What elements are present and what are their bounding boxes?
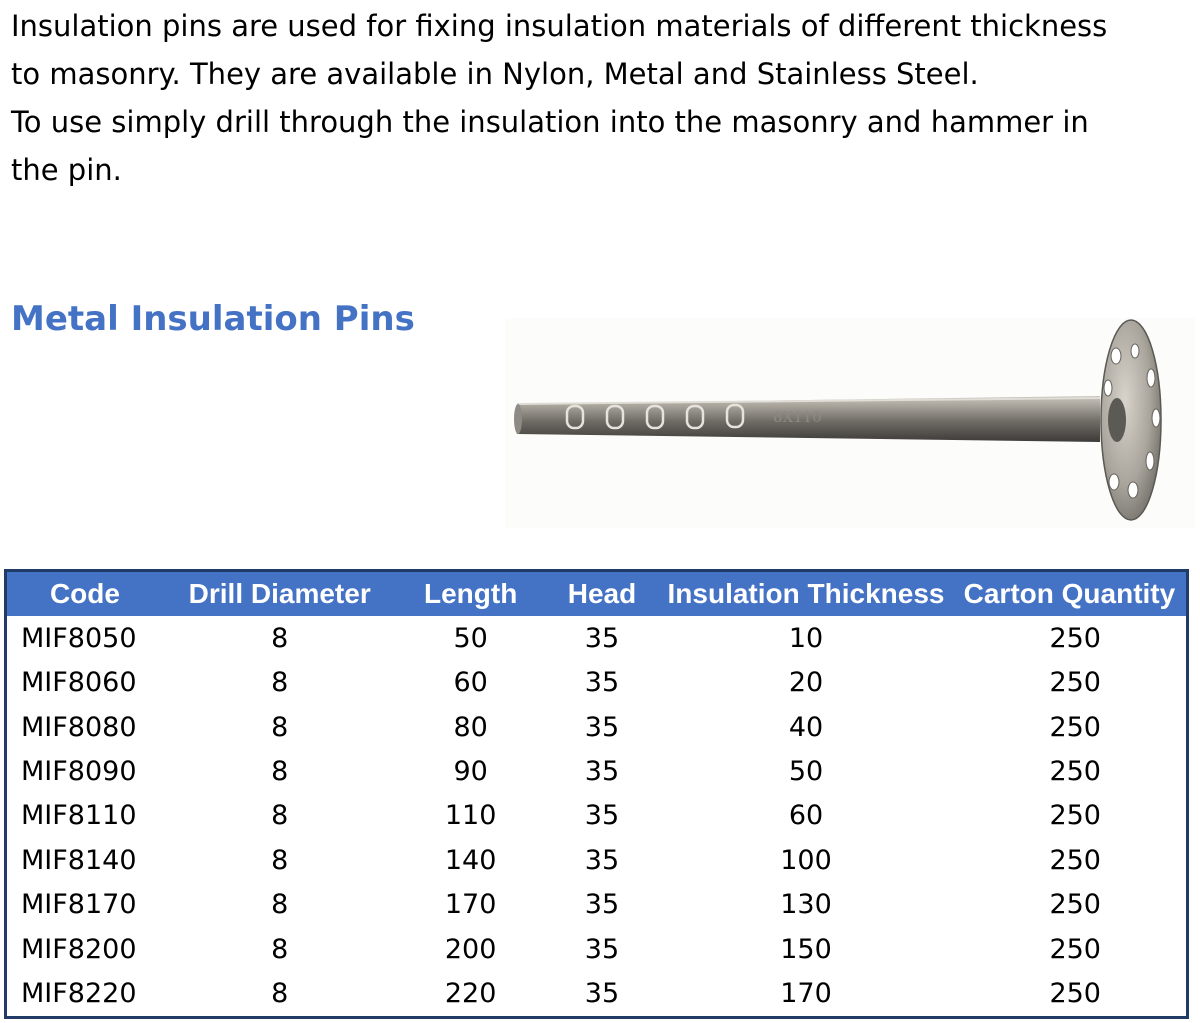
- cell-carton-quantity: 250: [1049, 622, 1101, 654]
- intro-paragraph-2: To use simply drill through the insulation into the masonry and hammer in the pin.: [11, 105, 1089, 187]
- cell-drill-diameter: 8: [271, 844, 289, 876]
- cell-drill-diameter: 8: [271, 800, 289, 832]
- cell-drill-diameter: 8: [271, 711, 289, 743]
- cell-head: 35: [584, 756, 620, 788]
- insulation-pin-image: [505, 318, 1195, 528]
- cell-head: 35: [584, 800, 620, 832]
- table-row: [6, 838, 1188, 882]
- cell-drill-diameter: 8: [271, 978, 289, 1010]
- cell-length: 90: [453, 756, 488, 788]
- header-carton-quantity: Carton Quantity: [953, 571, 1188, 617]
- cell-head: 35: [584, 844, 620, 876]
- section-title: Metal Insulation Pins: [11, 299, 415, 339]
- cell-carton-quantity: 250: [1049, 667, 1101, 699]
- cell-head: 35: [584, 711, 620, 743]
- intro-paragraph-1: Insulation pins are used for fixing insulation materials of different thickness to masonry. They are available in Nylon, Metal and Stainless Steel.: [11, 9, 1108, 91]
- cell-insulation-thickness: 60: [788, 800, 824, 832]
- cell-length: 60: [453, 667, 488, 699]
- cell-head: 35: [584, 889, 620, 921]
- spec-table: [4, 569, 1189, 1019]
- table-row: [6, 660, 1188, 704]
- cell-length: 140: [444, 844, 497, 876]
- cell-insulation-thickness: 20: [788, 667, 824, 699]
- cell-length: 80: [453, 711, 488, 743]
- cell-length: 50: [453, 622, 488, 654]
- table-row: [6, 749, 1188, 793]
- table-row: [6, 972, 1188, 1018]
- table-row: [6, 616, 1188, 660]
- cell-code: MIF8090: [21, 756, 137, 788]
- cell-drill-diameter: 8: [271, 622, 289, 654]
- cell-code: MIF8220: [21, 978, 137, 1010]
- cell-code: MIF8050: [21, 622, 137, 654]
- cell-length: 110: [444, 800, 497, 832]
- intro-text: [11, 2, 1131, 194]
- cell-carton-quantity: 250: [1049, 800, 1101, 832]
- cell-carton-quantity: 250: [1049, 889, 1101, 921]
- cell-drill-diameter: 8: [271, 756, 289, 788]
- header-drill-diameter: Drill Diameter: [163, 571, 397, 617]
- cell-carton-quantity: 250: [1049, 844, 1101, 876]
- cell-length: 200: [444, 933, 497, 965]
- cell-insulation-thickness: 170: [780, 978, 832, 1010]
- table-row: [6, 883, 1188, 927]
- header-head: Head: [545, 571, 659, 617]
- cell-drill-diameter: 8: [271, 667, 289, 699]
- cell-insulation-thickness: 10: [788, 622, 824, 654]
- cell-code: MIF8110: [21, 800, 137, 832]
- cell-drill-diameter: 8: [271, 933, 289, 965]
- cell-insulation-thickness: 40: [788, 711, 824, 743]
- pin-stamp-text: 8X110: [773, 408, 822, 426]
- cell-code: MIF8060: [21, 667, 137, 699]
- cell-carton-quantity: 250: [1049, 756, 1101, 788]
- cell-carton-quantity: 250: [1049, 978, 1101, 1010]
- cell-code: MIF8080: [21, 711, 137, 743]
- table-row: [6, 705, 1188, 749]
- cell-code: MIF8170: [21, 889, 137, 921]
- cell-insulation-thickness: 150: [780, 933, 832, 965]
- cell-head: 35: [584, 622, 620, 654]
- cell-code: MIF8140: [21, 844, 137, 876]
- table-row: [6, 927, 1188, 971]
- cell-head: 35: [584, 667, 620, 699]
- cell-insulation-thickness: 130: [780, 889, 832, 921]
- cell-insulation-thickness: 50: [788, 756, 824, 788]
- table-header-row: [6, 571, 1188, 617]
- header-code: Code: [6, 571, 163, 617]
- cell-carton-quantity: 250: [1049, 711, 1101, 743]
- header-insulation-thickness: Insulation Thickness: [659, 571, 953, 617]
- cell-head: 35: [584, 933, 620, 965]
- cell-code: MIF8200: [21, 933, 137, 965]
- cell-insulation-thickness: 100: [780, 844, 832, 876]
- cell-length: 170: [444, 889, 497, 921]
- header-length: Length: [396, 571, 544, 617]
- cell-length: 220: [444, 978, 497, 1010]
- cell-drill-diameter: 8: [271, 889, 289, 921]
- cell-carton-quantity: 250: [1049, 933, 1101, 965]
- cell-head: 35: [584, 978, 620, 1010]
- table-row: [6, 794, 1188, 838]
